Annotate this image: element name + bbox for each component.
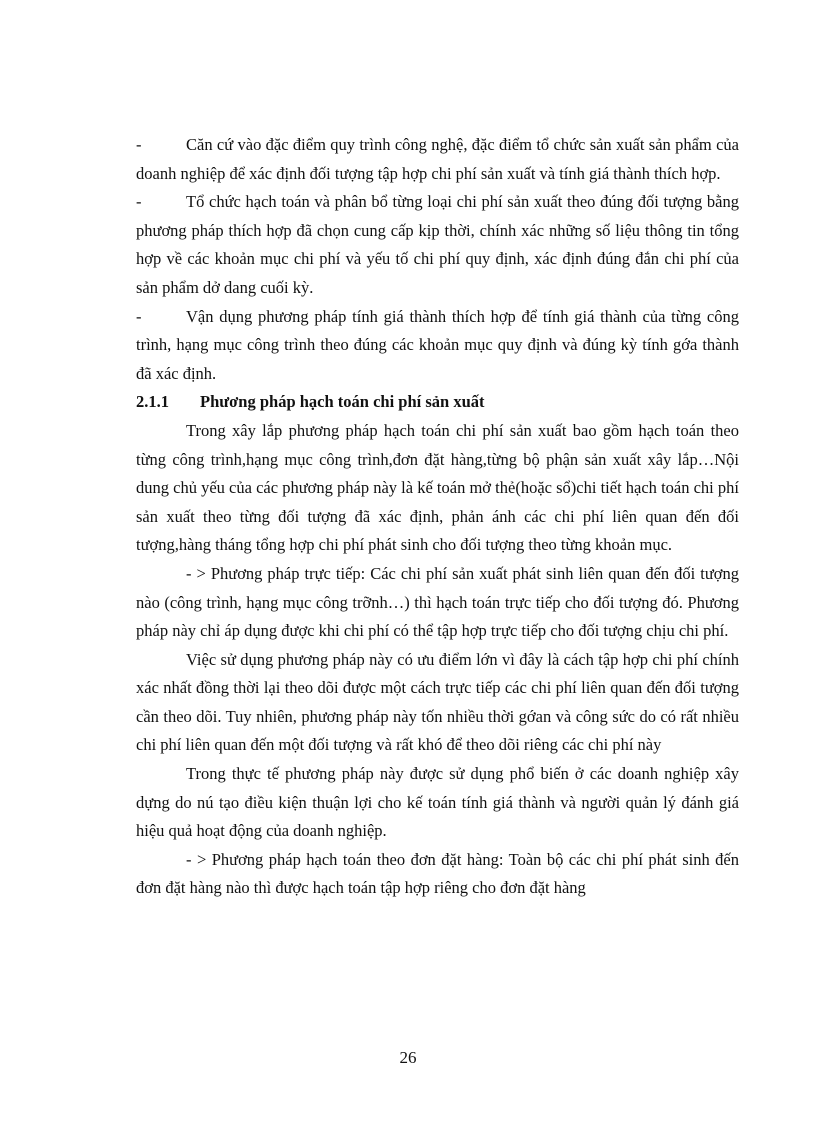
bullet-paragraph-1 (136, 131, 739, 188)
section-heading (136, 388, 739, 417)
body-paragraph-4: Trong thực tế phương pháp này được sử dụng phổ biến ở các doanh nghiệp xây dựng do nú tạo điều kiện thuận lợi cho kế toán tính giá thành và người quản lý đánh giá hiệu quả hoạt động của doanh nghiệp. (136, 764, 739, 841)
bullet-paragraph-2 (136, 188, 739, 302)
body-paragraph-1: Trong xây lắp phương pháp hạch toán chi phí sản xuất bao gồm hạch toán theo từng công trình,hạng mục công trình,đơn đặt hàng,từng bộ phận sản xuất xây lắp…Nội dung chủ yếu của các phương pháp này là kế toán mở thẻ(hoặc sổ)chi tiết hạch toán chi phí sản xuất theo từng đối tượng đã xác định, phản ánh các chi phí liên quan đến đối tượng,hàng tháng tổng hợp chi phí phát sinh cho đối tượng theo từng khoản mục. (136, 420, 739, 555)
body-paragraph-5: - > Phương pháp hạch toán theo đơn đặt hàng: Toàn bộ các chi phí phát sinh đến đơn đặt hàng nào thì được hạch toán tập hợp riêng cho đơn đặt hàng (136, 849, 739, 898)
body-paragraph-2: - > Phương pháp trực tiếp: Các chi phí sản xuất phát sinh liên quan đến đối tượng nào (công trình, hạng mục công trỡnh…) thì hạch toán trực tiếp cho đối tượng đó. Phương pháp này chỉ áp dụng được khi chi phí có thể tập hợp trực tiếp cho đối tượng chịu chi phí. (136, 563, 739, 641)
bullet-paragraph-3 (136, 303, 739, 389)
bullet-text: Căn cứ vào đặc điểm quy trình công nghệ, đặc điểm tổ chức sản xuất sản phẩm của doanh nghiệp để xác định đối tượng tập hợp chi phí sản xuất và tính giá thành thích hợp. (136, 135, 739, 183)
section-number: 2.1.1 (136, 392, 169, 412)
body-paragraph-3: Việc sử dụng phương pháp này có ưu điểm lớn vì đây là cách tập hợp chi phí chính xác nhất đồng thời lại theo dõi được một cách trực tiếp các chi phí liên quan đến đối tượng cần theo dõi. Tuy nhiên, phương pháp này tốn nhiều thời gớan và công sức do có rất nhiều chi phí liên quan đến một đối tượng và rất khó để theo dõi riêng các chi phí này (136, 649, 739, 755)
page-content (136, 131, 739, 903)
bullet-dash: - (136, 192, 142, 212)
page-number: 26 (399, 1048, 417, 1067)
section-title: Phương pháp hạch toán chi phí sản xuất (200, 392, 485, 412)
bullet-dash: - (136, 306, 142, 326)
bullet-text: Vận dụng phương pháp tính giá thành thích hợp để tính giá thành của từng công trình, hạng mục công trình theo đúng các khoản mục quy định và đúng kỳ tính gớa thành đã xác định. (136, 306, 739, 383)
bullet-text: Tổ chức hạch toán và phân bổ từng loại chi phí sản xuất theo đúng đối tượng bằng phương pháp thích hợp đã chọn cung cấp kịp thời, chính xác những số liệu thông tin tổng hợp về các khoản mục chi phí và yếu tố chi phí quy định, xác định đúng đắn chi phí của sản phẩm dở dang cuối kỳ. (136, 192, 739, 297)
bullet-dash: - (136, 135, 142, 154)
